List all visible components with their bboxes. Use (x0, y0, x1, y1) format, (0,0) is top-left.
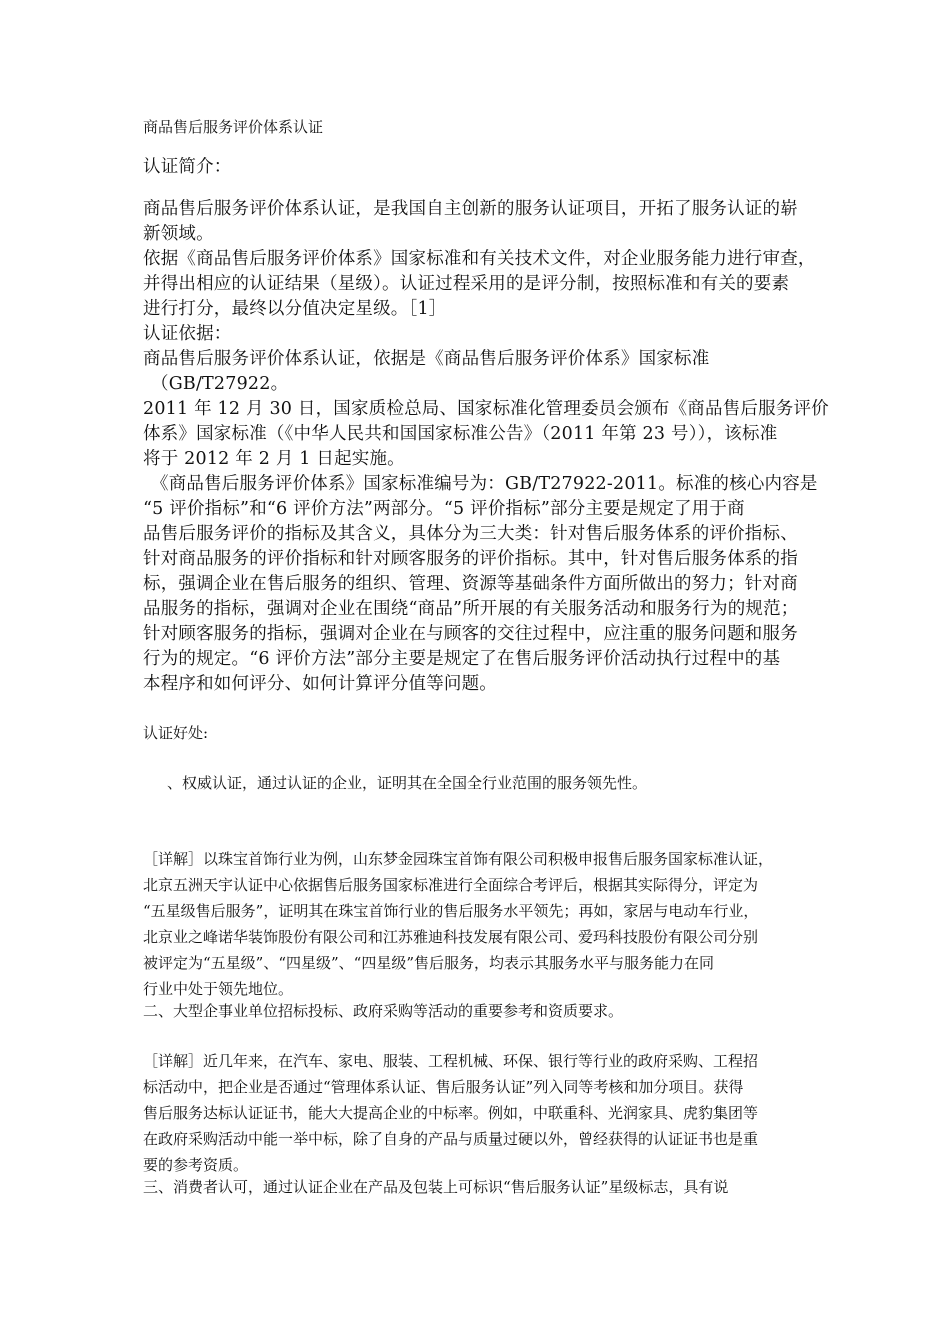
benefits-heading: 认证好处: (143, 724, 209, 742)
benefit-detail-2 (143, 1048, 863, 1178)
benefit-detail-1 (143, 846, 863, 1002)
text-line: ［详解］以珠宝首饰行业为例，山东梦金园珠宝首饰有限公司积极申报售后服务国家标准认证， (143, 850, 774, 868)
text-line: 针对顾客服务的指标，强调对企业在与顾客的交往过程中，应注重的服务问题和服务 (143, 624, 798, 644)
text-line: 北京五洲天宇认证中心依据售后服务国家标准进行全面综合考评后，根据其实际得分，评定为 (143, 876, 759, 894)
text-line: 本程序和如何评分、如何计算评分值等问题。 (143, 674, 497, 694)
text-line: “5 评价指标”和“6 评价方法”两部分。“5 评价指标”部分主要是规定了用于商 (143, 499, 745, 519)
text-line: 行业中处于领先地位。 (143, 980, 294, 998)
text-line: 品服务的指标，强调对企业在围绕“商品”所开展的有关服务活动和服务行为的规范； (143, 599, 799, 619)
text-line: 标，强调企业在售后服务的组织、管理、资源等基础条件方面所做出的努力；针对商 (143, 574, 798, 594)
text-line: 北京业之峰诺华装饰股份有限公司和江苏雅迪科技发展有限公司、爱玛科技股份有限公司分别 (143, 928, 759, 946)
text-line: （GB/T27922。 (151, 374, 289, 394)
text-line: 体系》国家标准（《中华人民共和国国家标准公告》（2011 年第 23 号）），该标准 (143, 424, 778, 444)
text-line: 新领域。 (143, 224, 214, 244)
intro-paragraph-1 (143, 197, 863, 247)
text-line: 标活动中，把企业是否通过“管理体系认证、售后服务认证”列入同等考核和加分项目。获得 (143, 1078, 744, 1096)
text-line: 商品售后服务评价体系认证，依据是《商品售后服务评价体系》国家标准 (143, 349, 710, 369)
text-line: 进行打分，最终以分值决定星级。［1］ (143, 299, 447, 319)
basis-paragraph-2 (143, 397, 863, 472)
benefit-item-1: 、权威认证，通过认证的企业，证明其在全国全行业范围的服务领先性。 (167, 774, 648, 792)
text-line: 商品售后服务评价体系认证，是我国自主创新的服务认证项目，开拓了服务认证的崭 (143, 199, 798, 219)
text-line: 售后服务达标认证证书，能大大提高企业的中标率。例如，中联重科、光润家具、虎豹集团等 (143, 1104, 759, 1122)
benefit-item-2: 二、大型企事业单位招标投标、政府采购等活动的重要参考和资质要求。 (143, 1002, 624, 1020)
basis-paragraph-3 (143, 472, 863, 697)
document-title: 商品售后服务评价体系认证 (143, 118, 324, 136)
intro-heading: 认证简介： (143, 157, 232, 177)
text-line: 《商品售后服务评价体系》国家标准编号为：GB/T27922-2011。标准的核心内容是 (151, 474, 818, 494)
intro-paragraph-2 (143, 247, 863, 322)
text-line: 并得出相应的认证结果（星级）。认证过程采用的是评分制，按照标准和有关的要素 (143, 274, 790, 294)
text-line: 针对商品服务的评价指标和针对顾客服务的评价指标。其中，针对售后服务体系的指 (143, 549, 798, 569)
text-line: 被评定为“五星级”、“四星级”、“四星级”售后服务，均表示其服务水平与服务能力在同 (143, 954, 715, 972)
basis-paragraph-1 (143, 347, 863, 397)
text-line: 2011 年 12 月 30 日，国家质检总局、国家标准化管理委员会颁布《商品售后服务评价 (143, 399, 829, 419)
text-line: 将于 2012 年 2 月 1 日起实施。 (143, 449, 405, 469)
basis-heading: 认证依据： (143, 324, 232, 344)
text-line: 要的参考资质。 (143, 1156, 249, 1174)
text-line: 行为的规定。“6 评价方法”部分主要是规定了在售后服务评价活动执行过程中的基 (143, 649, 781, 669)
text-line: “五星级售后服务”，证明其在珠宝首饰行业的售后服务水平领先；再如，家居与电动车行业， (143, 902, 759, 920)
text-line: 在政府采购活动中能一举中标，除了自身的产品与质量过硬以外，曾经获得的认证证书也是重 (143, 1130, 759, 1148)
text-line: 品售后服务评价的指标及其含义，具体分为三大类：针对售后服务体系的评价指标、 (143, 524, 798, 544)
text-line: 依据《商品售后服务评价体系》国家标准和有关技术文件，对企业服务能力进行审查， (143, 249, 816, 269)
benefit-item-3: 三、消费者认可，通过认证企业在产品及包装上可标识“售后服务认证”星级标志，具有说 (143, 1178, 729, 1196)
text-line: ［详解］近几年来，在汽车、家电、服装、工程机械、环保、银行等行业的政府采购、工程招 (143, 1052, 759, 1070)
